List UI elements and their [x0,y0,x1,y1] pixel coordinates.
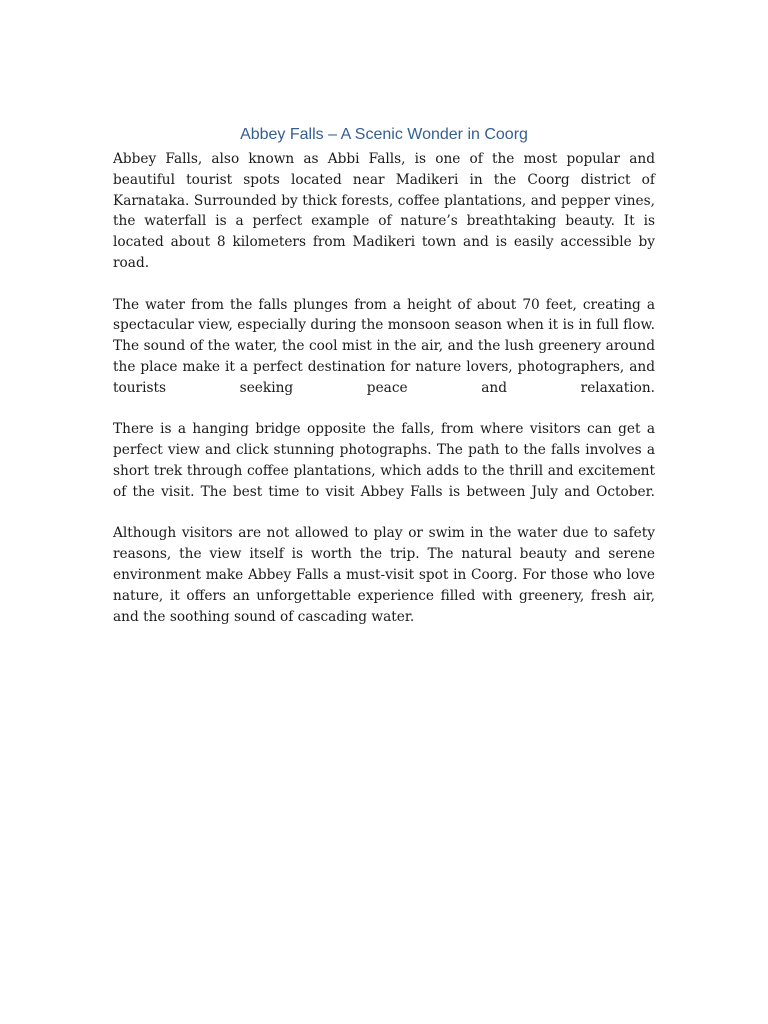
paragraph-conclusion: Although visitors are not allowed to play or swim in the water due to safety reasons, the view itself is worth the trip. The natural beauty and serene environment make Abbey Falls a must-visit spot in Coorg. For those who love nature, it offers an unforgettable experience filled with greenery, fresh air, and the soothing sound of cascading water. [113,525,655,625]
paragraph-waterfall-height: The water from the falls plunges from a height of about 70 feet, creating a spectacular view, especially during the monsoon season when it is in full flow. The sound of the water, the cool mist in the air, and the lush greenery around the place make it a perfect destination for nature lovers, photographers, and tourists seeking peace and relaxation. [113,296,655,396]
paragraph-hanging-bridge: There is a hanging bridge opposite the falls, from where visitors can get a perfect view and click stunning photographs. The path to the falls involves a short trek through coffee plantations, which adds to the thrill and excitement of the visit. The best time to visit Abbey Falls is between July and October. [113,421,655,500]
paragraph-intro: Abbey Falls, also known as Abbi Falls, is one of the most popular and beautiful tourist spots located near Madikeri in the Coorg district of Karnataka. Surrounded by thick forests, coffee plantations, and pepper vines, the waterfall is a perfect example of nature’s breathtaking beauty. It is located about 8 kilometers from Madikeri town and is easily accessible by road. [113,151,655,271]
document-body [113,149,655,648]
document-title: Abbey Falls – A Scenic Wonder in Coorg [240,126,528,143]
